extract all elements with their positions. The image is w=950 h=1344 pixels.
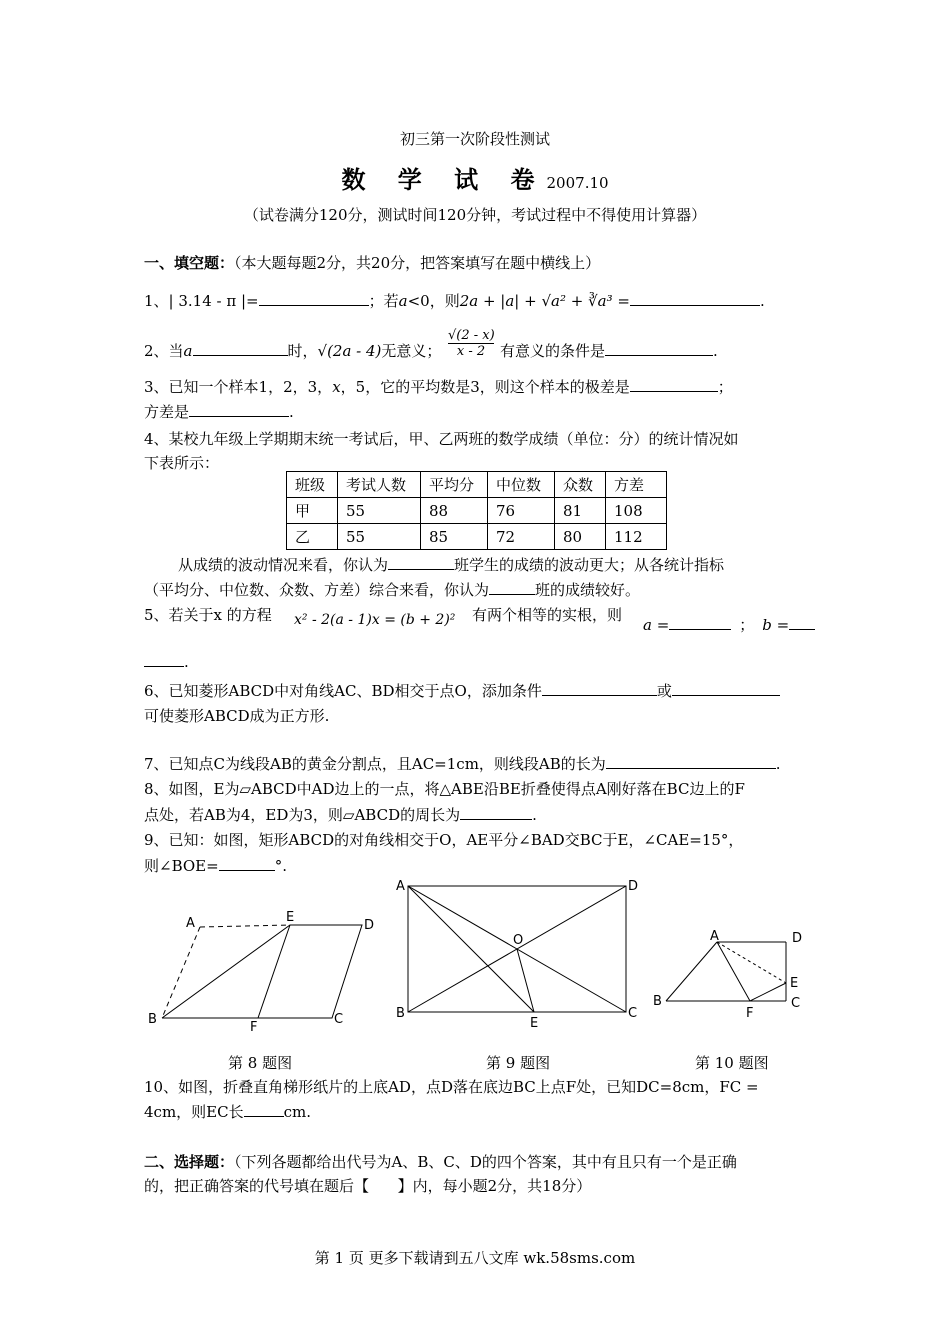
q4-line4 xyxy=(144,579,640,600)
q8-end: . xyxy=(532,806,537,824)
fig9-label-D: D xyxy=(628,879,639,894)
q2-fraction xyxy=(448,328,494,359)
table-header-cell: 中位数 xyxy=(488,472,555,498)
stats-table xyxy=(286,471,667,550)
q2-blank-1[interactable] xyxy=(193,341,288,356)
q2-frac-numerator: √(2 - x) xyxy=(448,328,495,343)
q4-blank-1[interactable] xyxy=(388,555,454,570)
table-cell: 72 xyxy=(488,524,555,550)
q2-end: . xyxy=(713,342,718,360)
q3-line2: 方差是 xyxy=(144,403,190,421)
q2-root-expr: √(2a - 4) xyxy=(317,342,382,360)
q5-end: . xyxy=(184,653,189,671)
table-cell: 112 xyxy=(606,524,667,550)
section2-heading: 二、选择题： xyxy=(144,1153,235,1171)
fig10-line-AB xyxy=(666,942,717,1001)
fig8-dashed-AE xyxy=(200,925,290,927)
fig10-label-A: A xyxy=(710,929,719,944)
q1-abs-expr: | 3.14 - π |= xyxy=(168,292,259,310)
q5-pre: 5、若关于x 的方程 xyxy=(144,606,272,624)
q4-line4b: 班的成绩较好。 xyxy=(535,581,641,599)
q5-equation: x² - 2(a - 1)x = (b + 2)² xyxy=(294,612,456,628)
q3-blank-2[interactable] xyxy=(189,402,289,417)
fig9-label-C: C xyxy=(628,1006,638,1021)
table-cell: 乙 xyxy=(287,524,338,550)
q5-semi: ； xyxy=(739,616,755,634)
table-header-cell: 平均分 xyxy=(421,472,488,498)
q3-line1b: ，5，它的平均数是3，则这个样本的极差是 xyxy=(340,378,630,396)
q7-blank[interactable] xyxy=(606,754,776,769)
figure-10 xyxy=(650,925,810,1020)
table-cell: 80 xyxy=(555,524,606,550)
q7-text: 7、已知点C为线段AB的黄金分割点，且AC=1cm，则线段AB的长为 xyxy=(144,755,606,773)
fig8-caption: 第 8 题图 xyxy=(228,1054,293,1072)
table-header-cell: 方差 xyxy=(606,472,667,498)
q2-var-a: a xyxy=(183,342,193,360)
fig10-label-C: C xyxy=(791,996,801,1011)
q9-line2b: °. xyxy=(274,857,287,875)
q2-pre: 2、当 xyxy=(144,342,184,360)
question-2 xyxy=(144,340,441,361)
fig9-line-AE xyxy=(408,886,534,1012)
q10-blank[interactable] xyxy=(244,1102,284,1117)
q5-blank-a[interactable] xyxy=(669,615,731,630)
q9-line2 xyxy=(144,855,287,876)
q4-line1: 4、某校九年级上学期期末统一考试后，甲、乙两班的数学成绩（单位：分）的统计情况如 xyxy=(144,430,739,448)
q8-line1: 8、如图，E为▱ABCD中AD边上的一点，将△ABE沿BE折叠使得点A刚好落在BC边上的F xyxy=(144,780,745,798)
q5-line2 xyxy=(144,652,189,671)
fig8-shape xyxy=(162,925,362,1018)
fig10-label-B: B xyxy=(653,994,662,1009)
table-cell: 85 xyxy=(421,524,488,550)
fig10-caption: 第 10 题图 xyxy=(695,1054,769,1072)
table-row xyxy=(287,498,667,524)
fig10-dashed-AE xyxy=(717,942,786,983)
fig9-label-E: E xyxy=(530,1016,539,1031)
q1-number: 1、 xyxy=(144,292,169,310)
fig9-label-A: A xyxy=(396,879,405,894)
fig8-line-EF xyxy=(258,925,290,1018)
fig10-label-F: F xyxy=(746,1006,754,1020)
question-7 xyxy=(144,753,781,774)
fig10-label-E: E xyxy=(790,976,799,991)
q6-line2: 可使菱形ABCD成为正方形. xyxy=(144,707,330,725)
fig8-label-F: F xyxy=(250,1020,258,1035)
figure-8 xyxy=(140,905,380,1035)
q1-expr: 2a + |a| + √a² + ∛a³ = xyxy=(459,292,630,310)
q8-line2-text: 点处，若AB为4，ED为3，则▱ABCD的周长为 xyxy=(144,806,461,824)
q5-var-a: a = xyxy=(643,616,670,634)
question-6 xyxy=(144,680,780,701)
q6-blank-1[interactable] xyxy=(542,681,657,696)
q4-line3b: 班学生的成绩的波动更大；从各统计指标 xyxy=(454,556,725,574)
exam-subtitle: 初三第一次阶段性测试 xyxy=(399,130,550,148)
q4-line2: 下表所示： xyxy=(144,454,220,472)
fig9-line-OE xyxy=(517,949,534,1012)
q2-mid2: 无意义； xyxy=(381,342,442,360)
q7-end: . xyxy=(775,755,781,773)
q4-line4a: （平均分、中位数、众数、方差）综合来看，你认为 xyxy=(144,581,490,599)
q6-blank-2[interactable] xyxy=(672,681,780,696)
table-header-cell: 考试人数 xyxy=(338,472,421,498)
q10-line1: 10、如图，折叠直角梯形纸片的上底AD，点D落在底边BC上点F处，已知DC=8cm，FC = xyxy=(144,1078,759,1096)
fig8-label-B: B xyxy=(148,1012,157,1027)
table-row xyxy=(287,524,667,550)
q1-var-a: a xyxy=(398,292,408,310)
q3-blank-1[interactable] xyxy=(630,377,718,392)
q2-frac-denominator: x - 2 xyxy=(456,344,486,359)
section2-line1 xyxy=(144,1151,737,1172)
question-3-line2 xyxy=(144,401,294,422)
table-cell: 55 xyxy=(338,524,421,550)
exam-date: 2007.10 xyxy=(546,174,609,192)
q5-answers xyxy=(643,614,815,635)
table-cell: 88 xyxy=(421,498,488,524)
table-cell: 108 xyxy=(606,498,667,524)
section1-header xyxy=(144,252,600,273)
section1-heading: 一、填空题： xyxy=(144,254,235,272)
fig8-label-E: E xyxy=(286,910,295,925)
table-header-cell: 班级 xyxy=(287,472,338,498)
page-footer: 第 1 页 更多下载请到五八文库 wk.58sms.com xyxy=(314,1249,636,1267)
fig8-label-C: C xyxy=(334,1012,344,1027)
q8-blank[interactable] xyxy=(460,805,532,820)
q2-mid: 时， xyxy=(287,342,318,360)
q2-tail xyxy=(500,340,718,361)
q4-blank-2[interactable] xyxy=(489,580,535,595)
section1-instructions: （本大题每题2分，共20分，把答案填写在题中横线上） xyxy=(234,254,601,272)
q10-line2a: 4cm，则EC长 xyxy=(144,1103,244,1121)
q4-line3 xyxy=(178,554,724,575)
fig9-label-B: B xyxy=(396,1006,405,1021)
table-cell: 81 xyxy=(555,498,606,524)
q9-line2a: 则∠BOE= xyxy=(144,857,219,875)
fig9-label-O: O xyxy=(513,933,524,948)
table-cell: 55 xyxy=(338,498,421,524)
q3-semi: ； xyxy=(717,378,733,396)
section2-line1-text: （下列各题都给出代号为A、B、C、D的四个答案，其中有且只有一个是正确 xyxy=(234,1153,737,1171)
q10-line2b: cm. xyxy=(283,1103,312,1121)
q8-line2 xyxy=(144,804,537,825)
question-3 xyxy=(144,376,733,397)
q3-end: . xyxy=(289,403,294,421)
q6-line1a: 6、已知菱形ABCD中对角线AC、BD相交于点O，添加条件 xyxy=(144,682,542,700)
exam-title: 数 学 试 卷 xyxy=(341,165,547,194)
q3-line1: 3、已知一个样本1，2，3， xyxy=(144,378,333,396)
q9-blank[interactable] xyxy=(219,856,275,871)
figure-9 xyxy=(392,876,652,1032)
q9-line1: 9、已知：如图，矩形ABCD的对角线相交于O，AE平分∠BAD交BC于E，∠CAE=15°， xyxy=(144,831,744,849)
table-cell: 76 xyxy=(488,498,555,524)
q5-post: 有两个相等的实根，则 xyxy=(472,606,623,624)
question-1 xyxy=(144,290,765,311)
section2-line2: 的，把正确答案的代号填在题后【 】内，每小题2分，共18分） xyxy=(144,1177,592,1195)
q5-var-b: b = xyxy=(762,616,790,634)
table-cell: 甲 xyxy=(287,498,338,524)
q5-blank-b[interactable] xyxy=(789,615,815,630)
q4-line3a: 从成绩的波动情况来看，你认为 xyxy=(178,556,389,574)
q1-end: . xyxy=(759,292,765,310)
exam-note: （试卷满分120分，测试时间120分钟，考试过程中不得使用计算器） xyxy=(243,206,707,224)
q2-blank-2[interactable] xyxy=(605,341,713,356)
q6-or: 或 xyxy=(656,682,672,700)
fig8-label-A: A xyxy=(186,916,195,931)
exam-title-line xyxy=(0,160,950,195)
q1-text: ；若 xyxy=(368,292,399,310)
q5-blank-b-cont[interactable] xyxy=(144,652,184,667)
q10-line2 xyxy=(144,1101,311,1122)
q1-blank-2[interactable] xyxy=(630,291,760,306)
fig8-label-D: D xyxy=(364,918,375,933)
fig9-caption: 第 9 题图 xyxy=(486,1054,551,1072)
table-header-row xyxy=(287,472,667,498)
q2-post: 有意义的条件是 xyxy=(500,342,606,360)
q1-cond: <0，则 xyxy=(407,292,460,310)
table-header-cell: 众数 xyxy=(555,472,606,498)
q1-blank-1[interactable] xyxy=(259,291,369,306)
fig10-fold xyxy=(717,942,786,1001)
fig10-label-D: D xyxy=(792,931,803,946)
q3-var-x: x xyxy=(332,378,341,396)
